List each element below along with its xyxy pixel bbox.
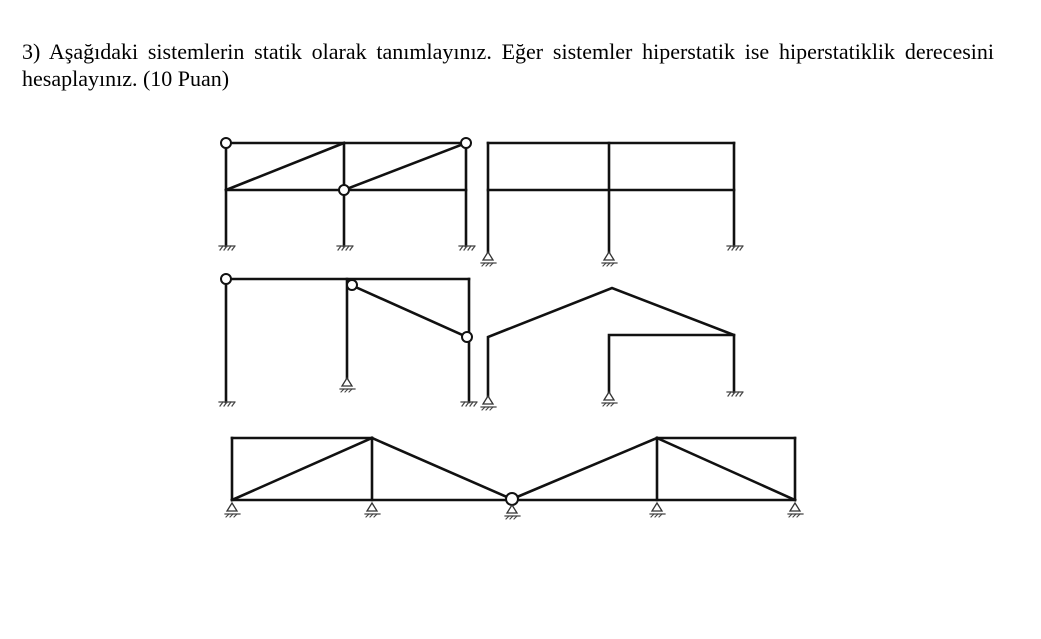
fixed-support-icon	[461, 402, 477, 406]
pin-support-icon	[788, 503, 803, 517]
frame-2	[481, 143, 743, 266]
frame-1	[219, 138, 475, 250]
frame-4-inner-frame	[609, 335, 734, 392]
frame-1-diagonal-left	[226, 143, 344, 190]
frame-3	[219, 274, 477, 406]
pin-support-icon	[505, 505, 520, 519]
hinge-icon	[221, 274, 231, 284]
pin-support-icon	[602, 252, 617, 266]
pin-support-icon	[481, 396, 496, 410]
frame-3-diagonal	[351, 285, 467, 337]
frame-4	[481, 288, 743, 410]
truss-diagonal	[232, 438, 372, 500]
hinge-icon	[462, 332, 472, 342]
fixed-support-icon	[727, 246, 743, 250]
pin-support-icon	[481, 252, 496, 266]
fixed-support-icon	[459, 246, 475, 250]
fixed-support-icon	[337, 246, 353, 250]
fixed-support-icon	[727, 392, 743, 396]
fixed-support-icon	[219, 402, 235, 406]
pin-support-icon	[340, 378, 355, 392]
pin-support-icon	[225, 503, 240, 517]
truss-5	[225, 438, 803, 519]
hinge-icon	[506, 493, 518, 505]
truss-diagonal	[657, 438, 795, 500]
frame-1-diagonal-right	[344, 143, 466, 190]
hinge-icon	[347, 280, 357, 290]
pin-support-icon	[650, 503, 665, 517]
fixed-support-icon	[219, 246, 235, 250]
truss-slope-left	[372, 438, 507, 497]
pin-support-icon	[602, 392, 617, 406]
question-text: 3) Aşağıdaki sistemlerin statik olarak tanımlayınız. Eğer sistemler hiperstatik ise hiperstatiklik derecesini hesaplayınız. (10 Puan)	[22, 39, 994, 91]
pin-support-icon	[365, 503, 380, 517]
hinge-icon	[339, 185, 349, 195]
hinge-icon	[221, 138, 231, 148]
frame-4-gable-frame	[488, 288, 734, 396]
truss-slope-right	[517, 438, 657, 497]
hinge-icon	[461, 138, 471, 148]
